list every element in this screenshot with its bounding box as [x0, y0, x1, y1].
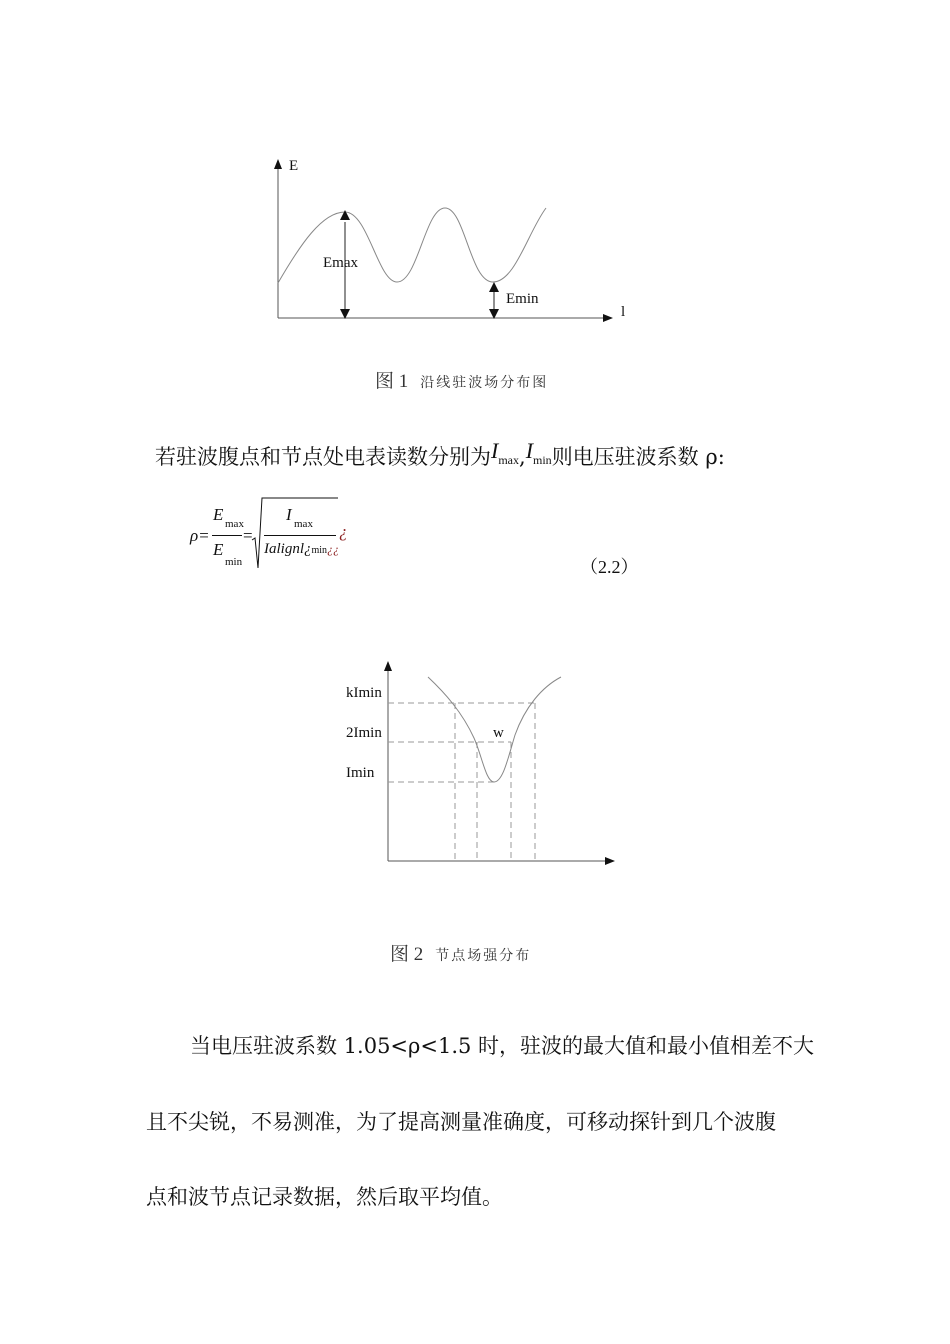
figure-2-caption-number: 图 2 — [390, 944, 424, 965]
figure-2-caption — [390, 939, 531, 966]
para1-comma: , — [519, 445, 526, 469]
para1-prefix: 若驻波腹点和节点处电表读数分别为 — [155, 445, 491, 469]
paragraph-2-line-2: 且不尖锐，不易测准，为了提高测量准确度，可移动探针到几个波腹 — [146, 1110, 776, 1134]
equation-number: （2.2） — [580, 557, 639, 577]
fig2-width-label: w — [493, 725, 504, 741]
para1-imin-sub: min — [533, 453, 552, 467]
fig1-x-label: l — [621, 304, 626, 320]
eq-rho: ρ= — [190, 526, 210, 545]
eq-i-numerator: I — [286, 505, 292, 524]
figure-1-caption-text: 沿线驻波场分布图 — [420, 375, 549, 391]
eq-e-denominator-sub: min — [225, 556, 243, 568]
fig1-emax-label: Emax — [323, 255, 358, 271]
figure-1-caption-number: 图 1 — [375, 371, 409, 392]
paragraph-2-line-1: 当电压驻波系数 1.05<ρ<1.5 时，驻波的最大值和最小值相差不大 — [190, 1034, 815, 1058]
eq-equals: = — [243, 526, 253, 545]
para1-imax-sub: max — [498, 453, 519, 467]
fig1-emin-label: Emin — [506, 291, 539, 307]
para1-imax-symbol: I — [491, 438, 499, 463]
eq-e-denominator: E — [213, 540, 224, 559]
eq-i-numerator-sub: max — [294, 518, 313, 530]
eq-e-numerator: E — [213, 505, 224, 524]
eq-tail-glyph: ¿ — [339, 522, 348, 541]
figure-2-caption-text: 节点场强分布 — [435, 948, 532, 964]
fig2-imin-label: Imin — [346, 765, 375, 781]
eq-i-denominator-sub: min — [311, 545, 328, 556]
eq-e-numerator-sub: max — [225, 518, 244, 530]
para1-imin-symbol: I — [525, 438, 534, 463]
fig1-y-label: E — [289, 158, 299, 174]
fig2-kimin-label: kImin — [346, 685, 382, 701]
eq-i-denominator-text: Ialignl¿ — [264, 541, 312, 557]
paragraph-2-line-3: 点和波节点记录数据，然后取平均值。 — [146, 1185, 503, 1209]
para1-suffix: 则电压驻波系数 ρ: — [551, 445, 725, 469]
eq-i-denominator-tail: ¿¿ — [327, 542, 340, 556]
fig2-2imin-label: 2Imin — [346, 725, 382, 741]
